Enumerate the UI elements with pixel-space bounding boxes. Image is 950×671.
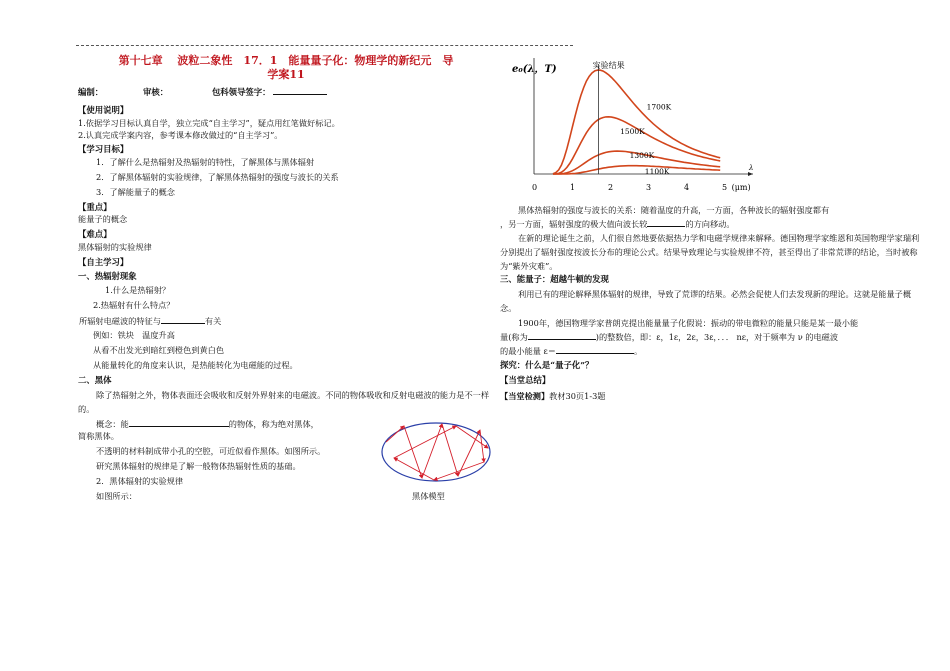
s2-law: 2．黑体辐射的实验规律 <box>96 476 184 486</box>
usage-2: 2.认真完成学案内容，参考课本修改做过的“自主学习”。 <box>78 130 283 140</box>
x-tick-label: 1 <box>570 183 576 192</box>
x-axis-unit-label: (μm) <box>731 183 751 192</box>
right-paragraph-2: 在新的理论诞生之前，人们很自然地要依据热力学和电磁学规律来解释。德国物理学家维恩和英国物理学家瑞利分别提出了辐射强度按波长分布的理论公式。结果导致理论与实验规律不符，甚至得出了非常荒谬的结论，当时被称为“紫外灾难”。 <box>500 233 920 271</box>
s1-feature-line <box>79 314 221 327</box>
right-paragraph-1 <box>500 203 920 231</box>
x-axis-arrowhead <box>748 172 753 176</box>
p4-text-d: 的最小能量 ε＝ <box>500 346 556 356</box>
p4-text-b: 量(称为 <box>500 332 528 342</box>
usage-1: 1.依据学习目标认真自学，独立完成“自主学习”，疑点用红笔做好标记。 <box>78 118 340 128</box>
self-study-heading: 【自主学习】 <box>78 257 129 267</box>
s2-concept-prefix: 概念：能 <box>96 419 129 429</box>
x-tick-label: 5 <box>722 183 728 192</box>
s1-question-1: 1.什么是热辐射？ <box>105 285 171 295</box>
test-line <box>500 391 606 402</box>
key-text: 能量子的概念 <box>78 214 128 224</box>
s1-example: 例如：铁块 温度升高 <box>93 330 175 340</box>
s2-short-name: 简称黑体。 <box>78 431 119 441</box>
s1-question-2: 2.热辐射有什么特点？ <box>93 300 175 310</box>
p1-text-c: 的方向移动。 <box>685 219 735 229</box>
p4-text-e: 。 <box>633 346 643 356</box>
section-2-heading: 二、黑体 <box>78 375 112 385</box>
goal-1: 1．了解什么是热辐射及热辐射的特性，了解黑体与黑体辐射 <box>96 157 315 167</box>
p4-quantum-blank[interactable] <box>528 330 596 340</box>
bianzhi-label: 编制： <box>78 87 104 97</box>
s2-concept-suffix: 的物体，称为绝对黑体， <box>228 419 319 429</box>
title-line-2: 学案11 <box>267 68 305 81</box>
p1-line-b <box>500 217 920 231</box>
x-tick-label: 2 <box>608 183 614 192</box>
x-tick-label: 0 <box>532 183 538 192</box>
title-line-1: 第十七章 波粒二象性 17．1 能量量子化：物理学的新纪元 导 <box>118 54 454 67</box>
goal-3: 3．了解能量子的概念 <box>96 187 175 197</box>
p4-line-a: 1900年，德国物理学家普朗克提出能量量子化假说：振动的带电微粒的能量只能是某一最小能 <box>518 318 859 328</box>
s2-concept-blank[interactable] <box>129 417 229 427</box>
curve-label-1500K: 1500K <box>620 126 645 136</box>
signer-blank[interactable] <box>273 85 327 95</box>
curve-label-1300K: 1300K <box>629 150 655 160</box>
meta-row <box>78 85 327 98</box>
p4-energy-blank[interactable] <box>556 344 634 354</box>
difficulty-heading: 【难点】 <box>78 229 112 239</box>
y-axis-label: e₀(λ，T) <box>512 64 557 75</box>
blackbody-radiation-chart <box>512 50 802 195</box>
s1-feature-prefix: 所辐射电磁波的特征与 <box>79 316 161 326</box>
key-heading: 【重点】 <box>78 202 112 212</box>
test-heading: 【当堂检测】 <box>500 391 550 401</box>
page-title <box>76 54 496 82</box>
right-paragraph-4 <box>500 316 920 358</box>
blackbody-model-figure <box>376 418 496 484</box>
goal-2: 2．了解黑体辐射的实验规律，了解黑体热辐射的强度与波长的关系 <box>96 172 339 182</box>
s1-feature-blank[interactable] <box>161 314 205 324</box>
s1-color-change: 从看不出发光到暗红到橙色到黄白色 <box>93 345 225 355</box>
p4-line-c <box>500 344 920 358</box>
model-caption: 黑体模型 <box>412 491 445 501</box>
s1-energy: 从能量转化的角度来认识，是热能转化为电磁能的过程。 <box>93 360 298 370</box>
explore-question: 探究：什么是“量子化”？ <box>500 360 594 370</box>
header-dashed-rule <box>76 45 573 46</box>
p1-line-a: 黑体热辐射的强度与波长的关系：随着温度的升高，一方面，各种波长的辐射强度都有 <box>518 205 830 215</box>
usage-heading: 【使用说明】 <box>78 105 129 115</box>
test-text: 教材30页1-3题 <box>549 391 606 401</box>
right-paragraph-3: 利用已有的理论解释黑体辐射的规律，导致了荒谬的结果。必然会促使人们去发现新的理论。这就是能量子概念。 <box>500 289 912 313</box>
x-tick-label: 4 <box>684 183 690 192</box>
p4-line-b <box>500 330 920 344</box>
s2-paragraph: 除了热辐射之外，物体表面还会吸收和反射外界射来的电磁波。不同的物体吸收和反射电磁波的能力是不一样的。 <box>78 390 490 414</box>
s2-cavity: 不透明的材料制成带小孔的空腔，可近似看作黑体。如图所示。 <box>96 446 326 456</box>
section-3-heading: 三、能量子：超越牛顿的发现 <box>500 274 609 284</box>
p4-text-c: )的整数倍，即：ε，1ε，2ε，3ε，．．． nε，对于频率为 ν 的电磁波 <box>595 332 839 342</box>
summary-heading: 【当堂总结】 <box>500 375 551 385</box>
p1-text-b: ，另一方面，辐射强度的极大值向波长较 <box>500 219 648 229</box>
annotation-label: 实验结果 <box>592 61 625 70</box>
difficulty-text: 黑体辐射的实验规律 <box>78 242 152 252</box>
ray-arrows <box>386 424 488 480</box>
p1-blank[interactable] <box>647 217 685 227</box>
s2-concept-line <box>96 417 319 430</box>
shenhe-label: 审核： <box>142 87 169 97</box>
x-axis-arrow-label: λ <box>749 164 754 172</box>
curve-label-1100K: 1100K <box>644 167 670 177</box>
section-1-heading: 一、热辐射现象 <box>78 271 137 281</box>
curve-label-1700K: 1700K <box>646 102 672 112</box>
signer-label: 包科领导签字： <box>211 87 271 97</box>
s1-feature-suffix: 有关 <box>204 316 222 326</box>
s2-figure-ref: 如图所示： <box>96 491 137 501</box>
goals-heading: 【学习目标】 <box>78 144 129 154</box>
s2-study: 研究黑体辐射的规律是了解一般物体热辐射性质的基础。 <box>96 461 301 471</box>
x-tick-label: 3 <box>646 183 652 192</box>
